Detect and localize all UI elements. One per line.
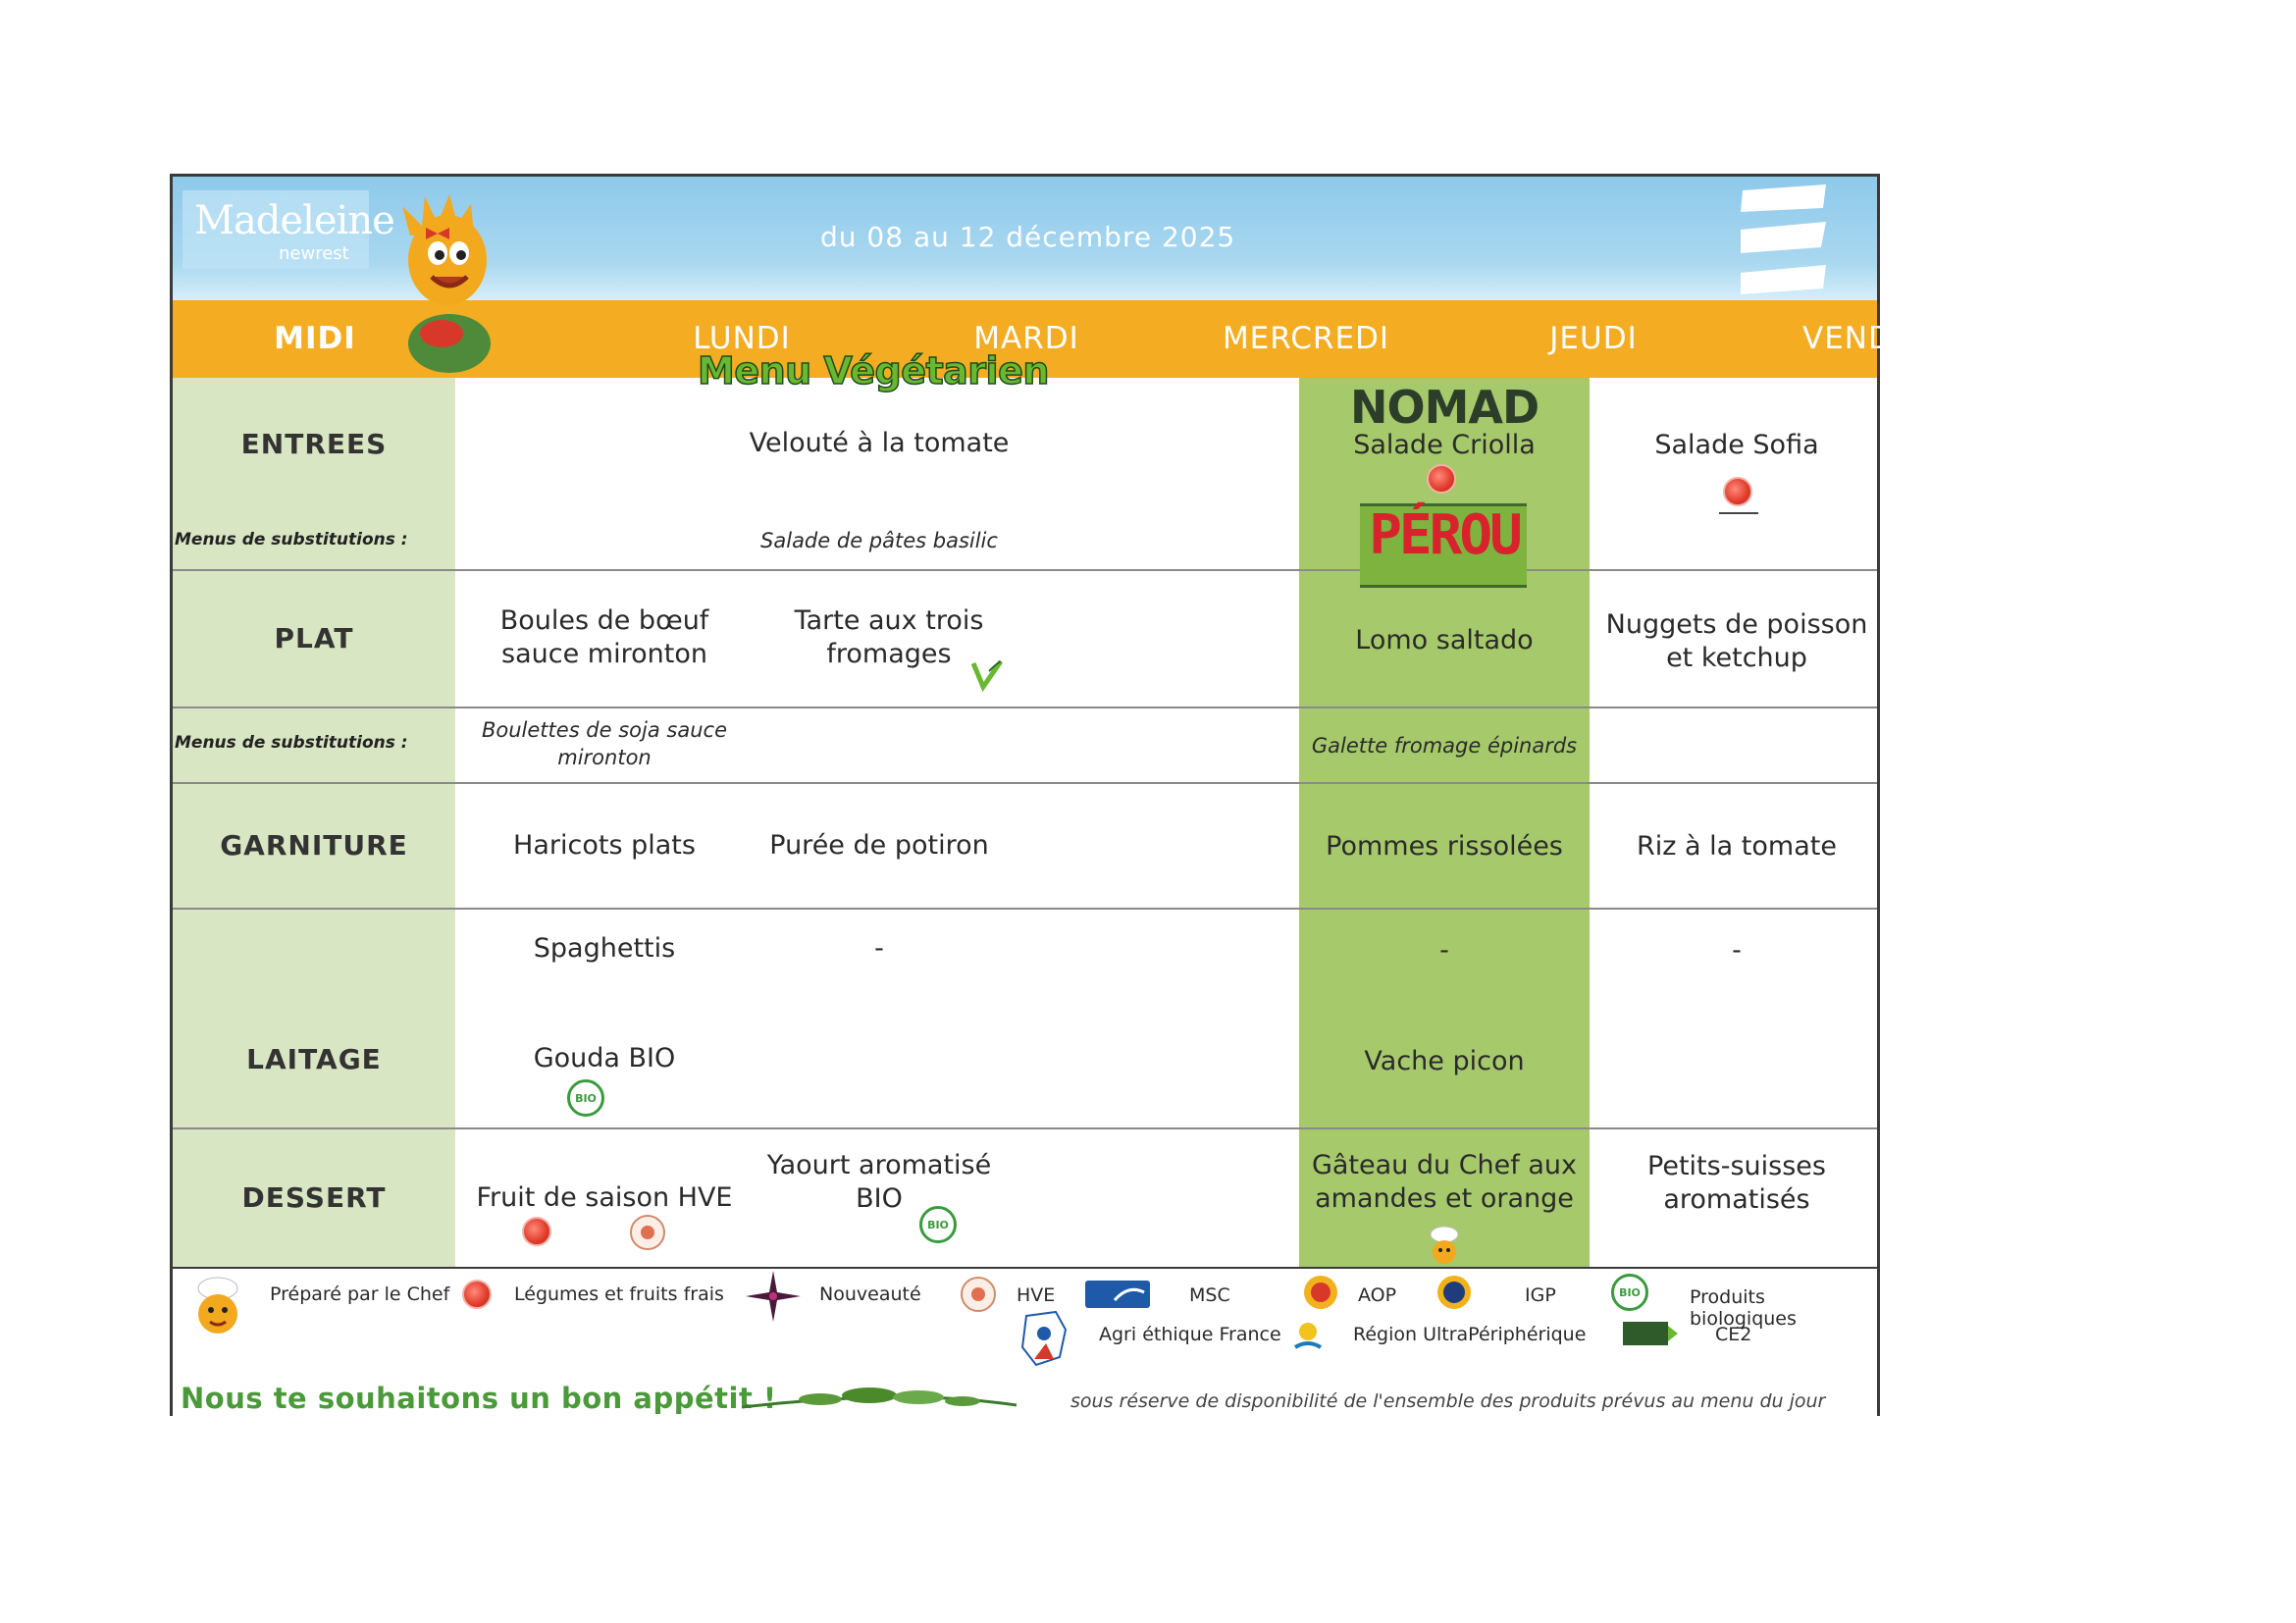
legend-ce2: CE2 <box>1715 1324 1752 1345</box>
mardi-garniture: Purée de potiron <box>769 830 989 861</box>
igp-icon <box>1436 1275 1472 1310</box>
legend-nouveaute: Nouveauté <box>819 1283 921 1305</box>
msc-icon <box>1085 1281 1150 1308</box>
substitution-label: Menus de substitutions : <box>175 733 408 753</box>
day-vendredi: VENDREDI <box>1802 321 1969 356</box>
lundi-plat: Boules de bœuf sauce mironton <box>499 605 709 669</box>
hve-icon <box>630 1215 665 1250</box>
waves-logo-icon <box>1733 183 1831 298</box>
nouveaute-icon <box>744 1269 803 1324</box>
date-range: du 08 au 12 décembre 2025 <box>820 221 1236 253</box>
legend-igp: IGP <box>1525 1284 1556 1306</box>
leaves-decoration-icon <box>742 1386 1017 1415</box>
jeudi-garniture: Pommes rissolées <box>1326 831 1563 862</box>
jeudi-laitage-2: Vache picon <box>1364 1046 1525 1076</box>
row-divider <box>173 782 1877 784</box>
row-garniture: GARNITURE <box>220 829 408 862</box>
row-label-column <box>173 378 455 1269</box>
agri-ethique-icon <box>1017 1308 1070 1369</box>
mardi-laitage-1: - <box>874 933 884 964</box>
legend-hve: HVE <box>1017 1284 1056 1306</box>
vegetarien-icon <box>969 657 1005 693</box>
legend-region: Région UltraPériphérique <box>1353 1324 1587 1345</box>
row-divider <box>173 908 1877 910</box>
vendredi-laitage-1: - <box>1732 935 1742 966</box>
row-laitage: LAITAGE <box>246 1043 382 1075</box>
ce2-icon <box>1623 1322 1678 1345</box>
mardi-dessert: Yaourt aromatisé BIO <box>766 1150 992 1214</box>
jeudi-plat-substitution: Galette fromage épinards <box>1311 734 1578 758</box>
chef-icon <box>1425 1225 1464 1268</box>
legend-agri: Agri éthique France <box>1099 1324 1281 1345</box>
menu-sheet <box>170 174 1969 1416</box>
vendredi-dessert: Petits-suisses aromatisés <box>1647 1151 1826 1215</box>
legend-chef: Préparé par le Chef <box>270 1283 450 1305</box>
jeudi-dessert: Gâteau du Chef aux amandes et orange <box>1311 1150 1578 1214</box>
perou-label: PÉROU <box>1369 503 1520 567</box>
chef-icon <box>181 1273 249 1341</box>
mardi-plat: Tarte aux trois fromages <box>794 605 984 669</box>
logo-name: Madeleine <box>194 198 394 243</box>
legend-msc: MSC <box>1189 1284 1230 1306</box>
bio-icon: BIO <box>919 1206 957 1243</box>
bon-appetit-message: Nous te souhaitons un bon appétit ! <box>181 1382 777 1415</box>
lundi-laitage-1: Spaghettis <box>533 933 676 964</box>
logo-sub: newrest <box>279 243 349 264</box>
hve-icon <box>961 1277 996 1312</box>
midi-label: MIDI <box>274 321 356 356</box>
nomad-badge: NOMAD <box>1350 381 1539 434</box>
menu-vegetarien-badge: Menu Végétarien <box>698 349 1049 393</box>
legend-bio: Produits biologiques <box>1690 1286 1797 1330</box>
bio-icon: BIO <box>1611 1274 1648 1311</box>
legumes-frais-icon <box>522 1217 551 1246</box>
lundi-dessert: Fruit de saison HVE <box>476 1182 733 1213</box>
vendredi-entree: Salade Sofia <box>1654 430 1819 460</box>
legend-legumes: Légumes et fruits frais <box>514 1283 724 1305</box>
vendredi-garniture: Riz à la tomate <box>1637 831 1837 862</box>
legumes-frais-icon <box>1427 464 1456 494</box>
divider <box>1719 512 1758 514</box>
row-entrees: ENTREES <box>240 428 388 460</box>
lundi-laitage-2: Gouda BIO <box>533 1043 676 1073</box>
row-divider <box>173 707 1877 708</box>
mardi-entree: Velouté à la tomate <box>749 428 1010 458</box>
row-plat: PLAT <box>274 622 354 654</box>
aop-icon <box>1303 1275 1338 1310</box>
legumes-frais-icon <box>462 1280 492 1309</box>
jeudi-entree: Salade Criolla <box>1353 430 1536 460</box>
lundi-plat-substitution: Boulettes de soja sauce mironton <box>481 718 727 769</box>
legend-aop: AOP <box>1358 1284 1397 1306</box>
day-jeudi: JEUDI <box>1549 321 1638 356</box>
legumes-frais-icon <box>1723 477 1752 506</box>
row-divider <box>173 569 1877 571</box>
day-lundi: LUNDI <box>693 321 791 356</box>
day-mardi: MARDI <box>973 321 1079 356</box>
substitution-label: Menus de substitutions : <box>175 530 408 550</box>
vendredi-plat: Nuggets de poisson et ketchup <box>1605 609 1868 673</box>
day-mercredi: MERCREDI <box>1222 321 1390 356</box>
bio-icon: BIO <box>567 1079 604 1117</box>
mascot-icon <box>381 186 518 383</box>
mardi-entree-substitution: Salade de pâtes basilic <box>760 529 998 552</box>
row-dessert: DESSERT <box>241 1181 387 1214</box>
reserve-note: sous réserve de disponibilité de l'ensemble des produits prévus au menu du jour <box>1070 1390 1826 1412</box>
lundi-garniture: Haricots plats <box>513 830 696 861</box>
jeudi-plat: Lomo saltado <box>1355 625 1534 655</box>
row-divider <box>173 1127 1877 1129</box>
region-ultraperipherique-icon <box>1293 1320 1323 1353</box>
jeudi-laitage-1: - <box>1439 935 1449 966</box>
